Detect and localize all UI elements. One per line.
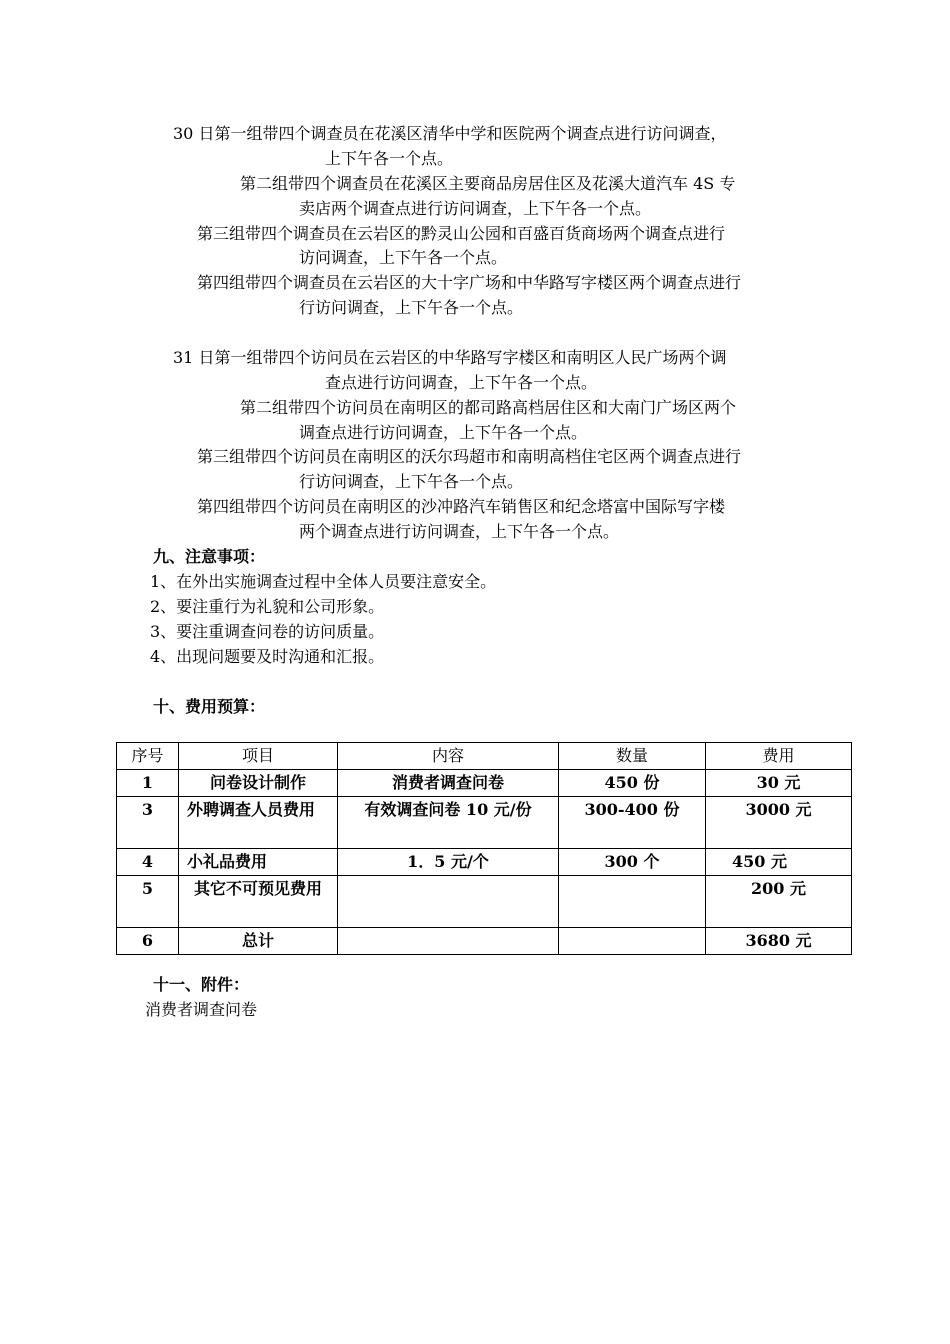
cell-item: 小礼品费用 [179,849,338,876]
notes-item: 3、要注重调查问卷的访问质量。 [150,622,385,641]
table-row [117,797,852,849]
day31-group4-line2: 两个调查点进行访问调查，上下午各一个点。 [299,522,620,541]
header-quantity: 数量 [559,743,706,770]
cell-cost: 200 元 [706,876,852,928]
appendix-item: 消费者调查问卷 [145,1000,258,1019]
table-row [117,770,852,797]
header-content: 内容 [338,743,559,770]
header-item: 项目 [179,743,338,770]
day30-group4-line1: 第四组带四个调查员在云岩区的大十字广场和中华路写字楼区两个调查点进行 [197,273,742,292]
header-cost: 费用 [706,743,852,770]
day30-group3-line2: 访问调查，上下午各一个点。 [299,248,508,267]
day31-group1-line2: 查点进行访问调查，上下午各一个点。 [325,373,598,392]
table-header-row [117,743,852,770]
cell-item: 总计 [179,928,338,955]
table-row [117,876,852,928]
day30-group1-line1: 30 日第一组带四个调查员在花溪区清华中学和医院两个调查点进行访问调查， [173,124,727,143]
cell-item: 其它不可预见费用 [179,876,338,928]
day31-group3-line2: 行访问调查，上下午各一个点。 [299,472,524,491]
appendix-heading: 十一、附件： [153,975,250,994]
cell-index: 6 [117,928,179,955]
day31-group3-line1: 第三组带四个访问员在南明区的沃尔玛超市和南明高档住宅区两个调查点进行 [197,447,742,466]
cell-content: 消费者调查问卷 [338,770,559,797]
day30-group3-line1: 第三组带四个调查员在云岩区的黔灵山公园和百盛百货商场两个调查点进行 [197,224,726,243]
day30-group2-line2: 卖店两个调查点进行访问调查，上下午各一个点。 [299,199,652,218]
day30-group2-line1: 第二组带四个调查员在花溪区主要商品房居住区及花溪大道汽车 4S 专 [240,174,736,193]
cell-cost: 30 元 [706,770,852,797]
day30-group4-line2: 行访问调查，上下午各一个点。 [299,298,524,317]
budget-table [116,742,852,955]
cell-content: 有效调查问卷 10 元/份 [338,797,559,849]
day31-group2-line1: 第二组带四个访问员在南明区的都司路高档居住区和大南门广场区两个 [240,398,737,417]
cell-cost: 450 元 [706,849,852,876]
cell-index: 3 [117,797,179,849]
notes-item: 2、要注重行为礼貌和公司形象。 [150,597,385,616]
notes-item: 4、出现问题要及时沟通和汇报。 [150,647,385,666]
cell-quantity: 300-400 份 [559,797,706,849]
cell-index: 5 [117,876,179,928]
day31-group2-line2: 调查点进行访问调查，上下午各一个点。 [299,423,588,442]
day31-group4-line1: 第四组带四个访问员在南明区的沙冲路汽车销售区和纪念塔富中国际写字楼 [197,497,726,516]
cell-content [338,876,559,928]
notes-heading: 九、注意事项： [153,547,266,566]
table-row [117,928,852,955]
cell-cost: 3680 元 [706,928,852,955]
cell-quantity [559,876,706,928]
notes-item: 1、在外出实施调查过程中全体人员要注意安全。 [150,572,497,591]
cell-content [338,928,559,955]
cell-quantity: 450 份 [559,770,706,797]
cell-cost: 3000 元 [706,797,852,849]
table-row [117,849,852,876]
cell-quantity: 300 个 [559,849,706,876]
cell-item: 外聘调查人员费用 [179,797,338,849]
cell-quantity [559,928,706,955]
cell-item: 问卷设计制作 [179,770,338,797]
cell-content: 1．5 元/个 [338,849,559,876]
day31-group1-line1: 31 日第一组带四个访问员在云岩区的中华路写字楼区和南明区人民广场两个调 [173,348,727,367]
header-index: 序号 [117,743,179,770]
day30-group1-line2: 上下午各一个点。 [325,149,454,168]
budget-heading: 十、费用预算： [153,697,266,716]
cell-index: 1 [117,770,179,797]
cell-index: 4 [117,849,179,876]
